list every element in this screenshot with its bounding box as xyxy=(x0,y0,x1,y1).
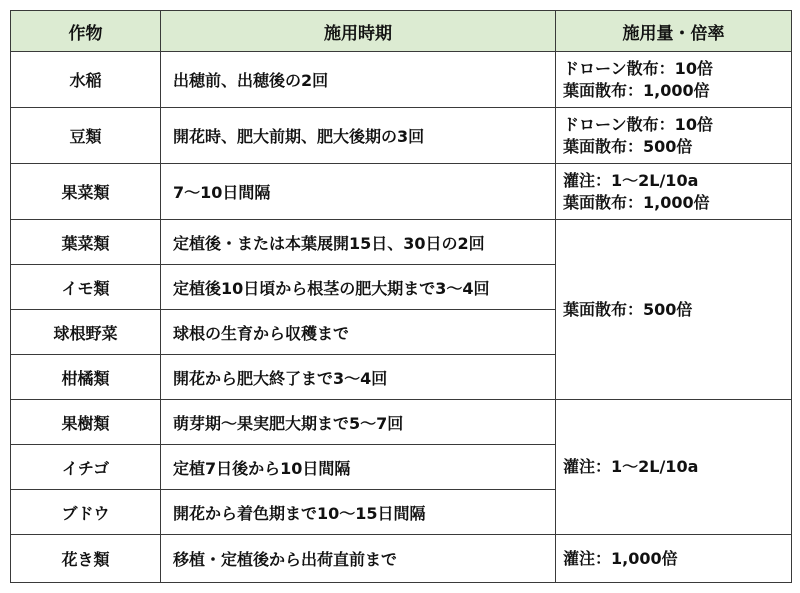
crop-cell: イチゴ xyxy=(11,445,161,490)
crop-cell: 豆類 xyxy=(11,108,161,164)
timing-cell: 開花時、肥大前期、肥大後期の3回 xyxy=(161,108,556,164)
header-crop: 作物 xyxy=(11,11,161,52)
table-row xyxy=(11,400,792,445)
header-timing: 施用時期 xyxy=(161,11,556,52)
crop-cell: イモ類 xyxy=(11,265,161,310)
crop-cell: 果菜類 xyxy=(11,164,161,220)
rate-cell xyxy=(556,52,792,108)
crop-cell: 柑橘類 xyxy=(11,355,161,400)
header-rate: 施用量・倍率 xyxy=(556,11,792,52)
rate-line: 葉面散布：1,000倍 xyxy=(563,80,710,100)
crop-cell: 花き類 xyxy=(11,535,161,583)
timing-cell: 定植後10日頃から根茎の肥大期まで3～4回 xyxy=(161,265,556,310)
rate-line: ドローン散布：10倍 xyxy=(563,114,713,134)
table-row xyxy=(11,108,792,164)
rate-line: 葉面散布：1,000倍 xyxy=(563,192,710,212)
timing-cell: 定植7日後から10日間隔 xyxy=(161,445,556,490)
rate-line: 灌注：1～2L/10a xyxy=(563,170,699,190)
rate-cell xyxy=(556,108,792,164)
table-row xyxy=(11,535,792,583)
timing-cell: 球根の生育から収穫まで xyxy=(161,310,556,355)
table-header-row xyxy=(11,11,792,52)
crop-cell: 果樹類 xyxy=(11,400,161,445)
table-row xyxy=(11,52,792,108)
table-row xyxy=(11,164,792,220)
timing-cell: 出穂前、出穂後の2回 xyxy=(161,52,556,108)
rate-line: 葉面散布：500倍 xyxy=(563,136,693,156)
timing-cell: 移植・定植後から出荷直前まで xyxy=(161,535,556,583)
crop-cell: 球根野菜 xyxy=(11,310,161,355)
timing-cell: 定植後・または本葉展開15日、30日の2回 xyxy=(161,220,556,265)
timing-cell: 開花から着色期まで10～15日間隔 xyxy=(161,490,556,535)
rate-cell-merged-foliar: 葉面散布：500倍 xyxy=(556,220,792,400)
timing-cell: 開花から肥大終了まで3～4回 xyxy=(161,355,556,400)
timing-cell: 7～10日間隔 xyxy=(161,164,556,220)
crop-cell: ブドウ xyxy=(11,490,161,535)
crop-cell: 葉菜類 xyxy=(11,220,161,265)
rate-cell-merged-drench: 灌注：1～2L/10a xyxy=(556,400,792,535)
application-table-container xyxy=(10,10,792,583)
rate-cell: 灌注：1,000倍 xyxy=(556,535,792,583)
timing-cell: 萌芽期～果実肥大期まで5～7回 xyxy=(161,400,556,445)
application-table xyxy=(10,10,792,583)
rate-cell xyxy=(556,164,792,220)
rate-line: ドローン散布：10倍 xyxy=(563,58,713,78)
crop-cell: 水稲 xyxy=(11,52,161,108)
table-row xyxy=(11,220,792,265)
